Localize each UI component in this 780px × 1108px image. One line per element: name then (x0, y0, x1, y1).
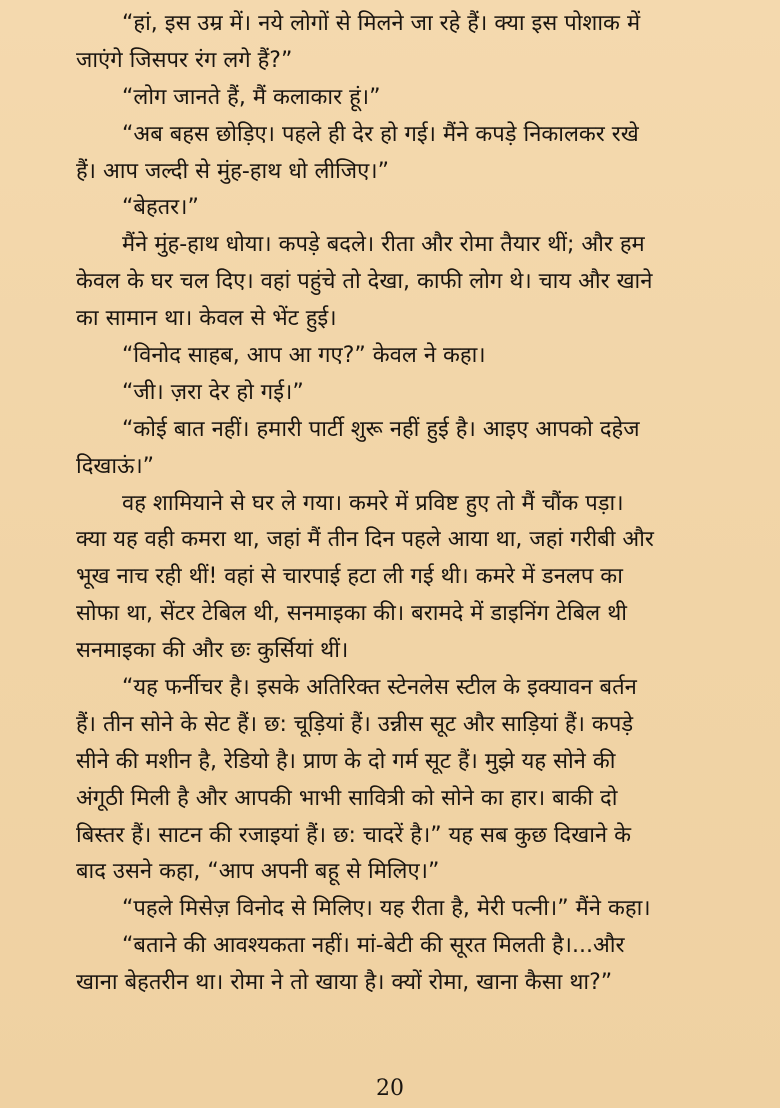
text-line: सीने की मशीन है, रेडियो है। प्राण के दो गर्म सूट हैं। मुझे यह सोने की (76, 748, 616, 774)
page-number: 20 (376, 1076, 404, 1101)
text-line: हैं। तीन सोने के सेट हैं। छ: चूड़ियां हैं। उन्नीस सूट और साड़ियां हैं। कपड़े (76, 711, 634, 737)
text-line: “यह फर्नीचर है। इसके अतिरिक्त स्टेनलेस स्टील के इक्यावन बर्तन (122, 675, 637, 701)
text-line: अंगूठी मिली है और आपकी भाभी सावित्री को सोने का हार। बाकी दो (76, 785, 618, 811)
text-line: केवल के घर चल दिए। वहां पहुंचे तो देखा, काफी लोग थे। चाय और खाने (76, 269, 653, 295)
text-line: बाद उसने कहा, “आप अपनी बहू से मिलिए।” (76, 859, 440, 885)
text-line: वह शामियाने से घर ले गया। कमरे में प्रविष्ट हुए तो मैं चौंक पड़ा। (122, 490, 624, 516)
text-line: जाएंगे जिसपर रंग लगे हैं?” (76, 47, 293, 73)
text-line: क्या यह वही कमरा था, जहां मैं तीन दिन पहले आया था, जहां गरीबी और (76, 527, 654, 553)
text-line: “जी। ज़रा देर हो गई।” (122, 379, 304, 405)
text-line: दिखाऊं।” (76, 453, 155, 479)
text-line: सनमाइका की और छः कुर्सियां थीं। (76, 638, 349, 664)
text-line: भूख नाच रही थीं! वहां से चारपाई हटा ली गई थी। कमरे में डनलप का (76, 564, 623, 590)
text-line: “लोग जानते हैं, मैं कलाकार हूं।” (122, 84, 381, 110)
text-line: मैंने मुंह-हाथ धोया। कपड़े बदले। रीता और रोमा तैयार थीं; और हम (122, 232, 645, 258)
body-text (76, 6, 698, 1002)
text-line: “कोई बात नहीं। हमारी पार्टी शुरू नहीं हुई है। आइए आपको दहेज (122, 416, 640, 442)
text-line: हैं। आप जल्दी से मुंह-हाथ धो लीजिए।” (76, 158, 389, 184)
text-line: बिस्तर हैं। साटन की रजाइयां हैं। छ: चादरें है।” यह सब कुछ दिखाने के (76, 822, 632, 848)
text-line: “बताने की आवश्यकता नहीं। मां-बेटी की सूरत मिलती है।...और (122, 933, 625, 959)
text-line: “बेहतर।” (122, 195, 199, 221)
text-line: खाना बेहतरीन था। रोमा ने तो खाया है। क्यों रोमा, खाना कैसा था?” (76, 970, 613, 996)
text-line: सोफा था, सेंटर टेबिल थी, सनमाइका की। बरामदे में डाइनिंग टेबिल थी (76, 601, 627, 627)
text-line: “हां, इस उम्र में। नये लोगों से मिलने जा रहे हैं। क्या इस पोशाक में (122, 11, 641, 36)
text-line: “अब बहस छोड़िए। पहले ही देर हो गई। मैंने कपड़े निकालकर रखे (122, 121, 639, 147)
text-line: “विनोद साहब, आप आ गए?” केवल ने कहा। (122, 343, 486, 369)
text-line: “पहले मिसेज़ विनोद से मिलिए। यह रीता है, मेरी पत्नी।” मैंने कहा। (122, 896, 651, 922)
text-line: का सामान था। केवल से भेंट हुई। (76, 306, 337, 332)
